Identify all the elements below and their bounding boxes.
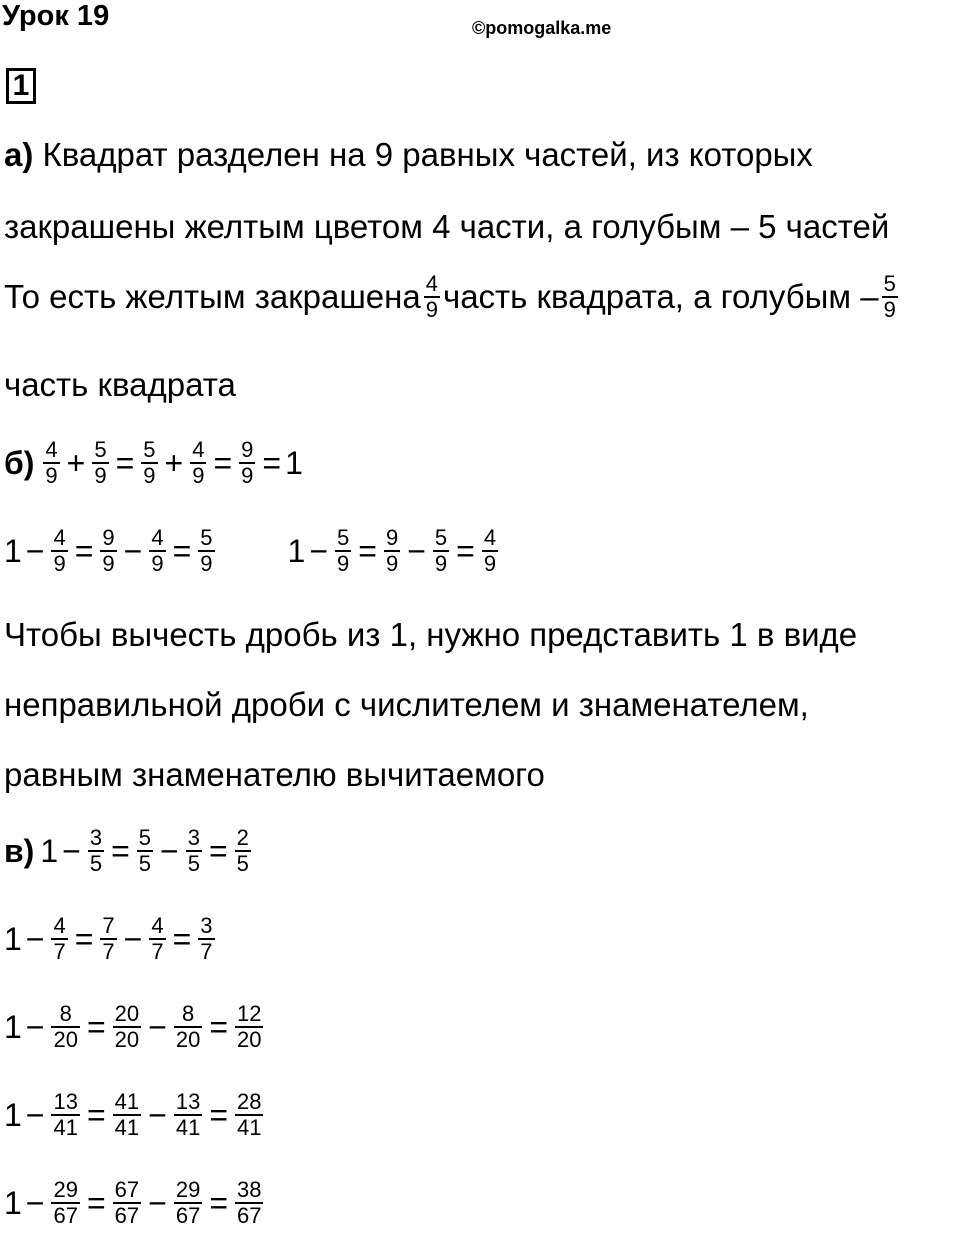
fraction [235, 826, 251, 876]
fraction-numerator: 9 [102, 525, 115, 550]
fraction-denominator: 9 [425, 297, 438, 322]
part-a-line-3 [4, 272, 901, 322]
fraction [51, 1090, 79, 1140]
fraction-denominator: 9 [434, 551, 448, 576]
math-operator: − [309, 532, 329, 569]
part-c-equation-1 [4, 826, 254, 876]
fraction [174, 1002, 202, 1052]
fraction-numerator: 5 [883, 271, 896, 296]
rule-line-3: равным знаменателю вычитаемого [4, 756, 545, 793]
fraction-denominator: 7 [102, 939, 115, 964]
fraction-denominator: 67 [53, 1203, 78, 1228]
math-operator: = [209, 1096, 228, 1133]
fraction-denominator: 7 [151, 939, 164, 964]
math-number: 1 [4, 1096, 22, 1133]
fraction-numerator: 8 [181, 1001, 195, 1026]
fraction [235, 1090, 263, 1140]
fraction [100, 526, 116, 576]
fraction [239, 438, 255, 488]
fraction-denominator: 9 [102, 551, 115, 576]
fraction-denominator: 9 [337, 551, 350, 576]
fraction-denominator: 20 [53, 1027, 78, 1052]
math-operator: − [25, 1008, 45, 1045]
fraction-denominator: 7 [53, 939, 66, 964]
part-a-text-1: Квадрат разделен на 9 равных частей, из которых [33, 136, 813, 173]
math-operator: = [358, 532, 377, 569]
part-a-line-4: часть квадрата [4, 366, 236, 403]
math-operator: − [148, 1008, 167, 1045]
fraction [384, 526, 400, 576]
math-operator: − [62, 832, 81, 869]
math-operator: = [111, 832, 130, 869]
equation-expression [4, 526, 218, 576]
fraction-numerator: 9 [241, 437, 254, 462]
fraction [174, 1178, 202, 1228]
fraction-numerator: 4 [425, 271, 438, 296]
part-c-equation-2 [4, 914, 218, 964]
fraction [235, 1002, 263, 1052]
fraction [92, 438, 108, 488]
fraction-denominator: 5 [187, 851, 200, 876]
fraction-denominator: 41 [175, 1115, 201, 1140]
fraction-numerator: 13 [175, 1089, 201, 1114]
fraction-blue [882, 272, 898, 322]
fraction [113, 1178, 141, 1228]
equation-expression [4, 1002, 266, 1052]
math-number: 1 [4, 1008, 22, 1045]
fraction-numerator: 5 [337, 525, 350, 550]
math-operator: − [148, 1184, 167, 1221]
fraction-numerator: 5 [94, 437, 107, 462]
fraction [174, 1090, 202, 1140]
math-operator: − [25, 532, 45, 569]
fraction-numerator: 5 [143, 437, 156, 462]
math-operator: = [208, 832, 228, 869]
fraction-numerator: 5 [138, 825, 151, 850]
math-operator: = [456, 532, 475, 569]
equation-expression [4, 1178, 266, 1228]
math-number: 1 [40, 832, 59, 869]
math-number: 1 [4, 532, 22, 569]
fraction-numerator: 28 [237, 1089, 262, 1114]
fraction [482, 526, 498, 576]
fraction-numerator: 8 [59, 1001, 72, 1026]
fraction-denominator: 20 [175, 1027, 201, 1052]
math-operator: = [74, 532, 94, 569]
fraction-numerator: 4 [151, 913, 164, 938]
fraction-denominator: 9 [151, 551, 164, 576]
fraction-numerator: 3 [187, 825, 200, 850]
math-number: 1 [287, 532, 306, 569]
fraction-denominator: 9 [241, 463, 254, 488]
fraction-numerator: 4 [192, 437, 205, 462]
math-operator: + [164, 444, 184, 481]
equation-expression [4, 1090, 266, 1140]
fraction-denominator: 67 [175, 1203, 201, 1228]
equation-expression [40, 438, 302, 488]
fraction-denominator: 7 [200, 939, 213, 964]
fraction-denominator: 9 [53, 551, 66, 576]
fraction-numerator: 4 [45, 437, 58, 462]
fraction-numerator: 38 [237, 1177, 262, 1202]
fraction-denominator: 9 [94, 463, 107, 488]
fraction [137, 826, 153, 876]
math-operator: − [407, 532, 426, 569]
fraction-numerator: 4 [53, 525, 66, 550]
part-c-equation-3 [4, 1002, 266, 1052]
fraction [190, 438, 206, 488]
math-operator: = [172, 920, 192, 957]
math-number: 1 [4, 1184, 22, 1221]
fraction-denominator: 9 [192, 463, 205, 488]
fraction-denominator: 41 [114, 1115, 140, 1140]
math-operator: = [213, 444, 233, 481]
math-operator: = [115, 444, 135, 481]
math-operator: − [25, 1184, 45, 1221]
fraction [51, 1002, 79, 1052]
fraction-numerator: 9 [385, 525, 399, 550]
fraction-numerator: 5 [434, 525, 448, 550]
math-operator: = [209, 1184, 228, 1221]
math-operator: = [86, 1008, 106, 1045]
part-a-line-2: закрашены желтым цветом 4 части, а голубым – 5 частей [4, 208, 890, 245]
math-operator: − [123, 532, 143, 569]
fraction [113, 1090, 141, 1140]
fraction-denominator: 9 [483, 551, 497, 576]
part-b-label: б) [4, 444, 35, 481]
math-operator: = [74, 920, 94, 957]
math-operator: − [160, 832, 179, 869]
part-a-line-1 [4, 136, 813, 174]
fraction-numerator: 4 [151, 525, 164, 550]
part-b-equation-1 [4, 438, 303, 488]
math-operator: − [25, 1096, 45, 1133]
fraction-numerator: 3 [200, 913, 213, 938]
fraction [198, 914, 214, 964]
fraction-denominator: 41 [237, 1115, 262, 1140]
fraction-denominator: 67 [114, 1203, 140, 1228]
fraction [88, 826, 104, 876]
fraction-numerator: 13 [53, 1089, 78, 1114]
part-c-label: в) [4, 832, 35, 869]
fraction-denominator: 20 [237, 1027, 262, 1052]
math-number: 1 [4, 920, 22, 957]
fraction [149, 914, 165, 964]
fraction-denominator: 5 [236, 851, 249, 876]
fraction-denominator: 9 [143, 463, 156, 488]
fraction-denominator: 9 [883, 297, 896, 322]
fraction-denominator: 67 [237, 1203, 262, 1228]
rule-line-1: Чтобы вычесть дробь из 1, нужно представить 1 в виде [4, 616, 858, 653]
fraction-numerator: 4 [53, 913, 66, 938]
part-c-equation-5 [4, 1178, 266, 1228]
watermark: ©pomogalka.me [472, 18, 612, 38]
fraction-denominator: 41 [53, 1115, 78, 1140]
fraction [113, 1002, 141, 1052]
math-operator: = [262, 444, 282, 481]
math-operator: + [66, 444, 86, 481]
rule-line-2: неправильной дроби с числителем и знаменателем, [4, 686, 809, 723]
fraction [51, 526, 67, 576]
fraction [186, 826, 202, 876]
fraction [433, 526, 449, 576]
math-operator: = [172, 532, 192, 569]
equation-expression [4, 914, 218, 964]
math-operator: − [148, 1096, 167, 1133]
fraction [235, 1178, 263, 1228]
fraction-yellow [424, 272, 440, 322]
fraction-numerator: 12 [237, 1001, 262, 1026]
fraction-numerator: 7 [102, 913, 115, 938]
fraction-numerator: 5 [200, 525, 213, 550]
task-number-box: 1 [6, 68, 36, 104]
fraction [149, 526, 165, 576]
fraction [100, 914, 116, 964]
fraction-numerator: 2 [236, 825, 249, 850]
fraction [141, 438, 157, 488]
math-operator: − [123, 920, 143, 957]
fraction-denominator: 5 [89, 851, 103, 876]
fraction-numerator: 4 [483, 525, 497, 550]
part-b-equation-2 [4, 526, 501, 576]
fraction-denominator: 20 [114, 1027, 140, 1052]
math-operator: = [86, 1096, 106, 1133]
part-a-text-3a: То есть желтым закрашена [4, 278, 421, 315]
fraction [43, 438, 59, 488]
fraction [51, 1178, 79, 1228]
fraction-denominator: 5 [138, 851, 151, 876]
fraction-denominator: 9 [45, 463, 58, 488]
math-operator: − [25, 920, 45, 957]
fraction-numerator: 20 [114, 1001, 140, 1026]
part-a-text-3b: часть квадрата, а голубым – [443, 278, 879, 315]
fraction-denominator: 9 [385, 551, 399, 576]
equation-expression [40, 826, 254, 876]
fraction-numerator: 67 [114, 1177, 140, 1202]
part-a-label: а) [4, 136, 34, 173]
math-operator: = [209, 1008, 228, 1045]
fraction-numerator: 41 [114, 1089, 140, 1114]
part-c-equation-4 [4, 1090, 266, 1140]
fraction-numerator: 29 [53, 1177, 78, 1202]
math-operator: = [86, 1184, 106, 1221]
fraction [51, 914, 67, 964]
fraction [335, 526, 351, 576]
fraction [198, 526, 214, 576]
fraction-denominator: 9 [200, 551, 213, 576]
equation-expression [288, 526, 502, 576]
lesson-title: Урок 19 [2, 0, 110, 32]
math-number: 1 [285, 444, 303, 481]
fraction-numerator: 3 [89, 825, 103, 850]
fraction-numerator: 29 [175, 1177, 201, 1202]
